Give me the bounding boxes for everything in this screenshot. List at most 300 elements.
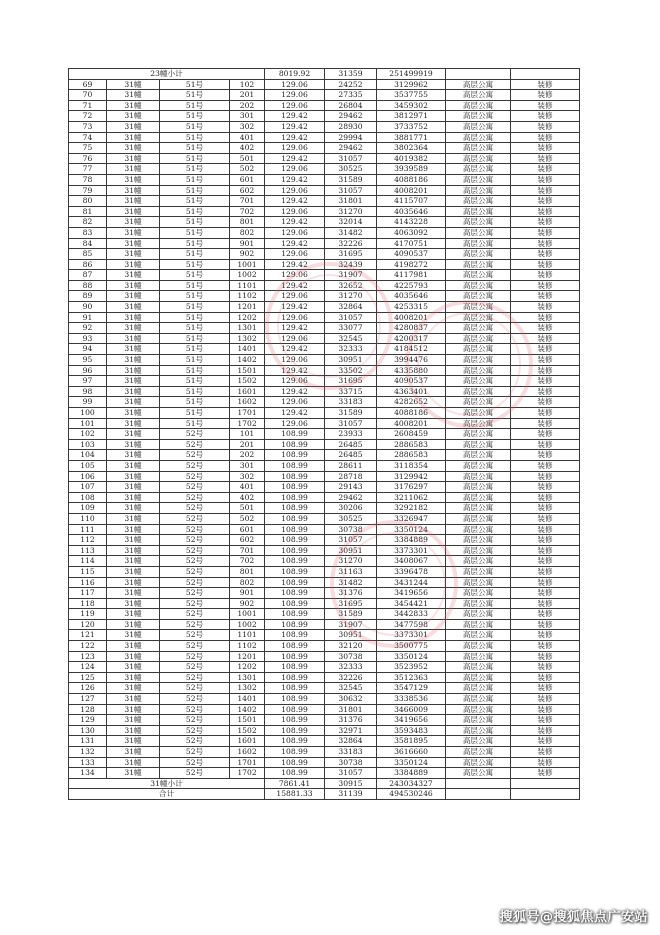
room-cell: 1301	[230, 672, 265, 683]
area-cell: 129.06	[265, 333, 325, 344]
total-price-cell: 3118354	[377, 460, 446, 471]
decoration-cell: 装修	[511, 736, 580, 747]
room-cell: 1702	[230, 768, 265, 779]
unit-cell: 52号	[160, 492, 230, 503]
decoration-cell: 装修	[511, 651, 580, 662]
total-price-cell: 4200317	[377, 333, 446, 344]
area-cell: 108.99	[265, 662, 325, 673]
summary-avg-price: 31359	[325, 69, 377, 80]
unit-cell: 51号	[160, 185, 230, 196]
decoration-cell: 装修	[511, 100, 580, 111]
area-cell: 108.99	[265, 513, 325, 524]
unit-cell: 52号	[160, 672, 230, 683]
property-type-cell: 高层公寓	[446, 333, 511, 344]
row-index-cell: 119	[69, 609, 107, 620]
unit-cell: 51号	[160, 344, 230, 355]
room-cell: 702	[230, 556, 265, 567]
area-cell: 108.99	[265, 609, 325, 620]
row-index-cell: 108	[69, 492, 107, 503]
decoration-cell: 装修	[511, 460, 580, 471]
table-row	[69, 725, 580, 736]
total-price-cell: 3396478	[377, 566, 446, 577]
row-index-cell: 80	[69, 196, 107, 207]
row-index-cell: 96	[69, 365, 107, 376]
empty-cell	[446, 778, 511, 789]
building-cell: 31幢	[107, 408, 160, 419]
table-footer	[69, 778, 580, 799]
total-price-cell: 3500775	[377, 641, 446, 652]
building-cell: 31幢	[107, 556, 160, 567]
table-row	[69, 609, 580, 620]
unit-price-cell: 23933	[325, 429, 377, 440]
property-type-cell: 高层公寓	[446, 715, 511, 726]
room-cell: 202	[230, 450, 265, 461]
area-cell: 108.99	[265, 651, 325, 662]
row-index-cell: 103	[69, 439, 107, 450]
table-row	[69, 206, 580, 217]
area-cell: 108.99	[265, 715, 325, 726]
area-cell: 108.99	[265, 704, 325, 715]
total-price-cell: 3419656	[377, 588, 446, 599]
building-cell: 31幢	[107, 492, 160, 503]
property-type-cell: 高层公寓	[446, 630, 511, 641]
unit-cell: 52号	[160, 588, 230, 599]
building-cell: 31幢	[107, 121, 160, 132]
property-type-cell: 高层公寓	[446, 566, 511, 577]
area-cell: 129.42	[265, 365, 325, 376]
building-cell: 31幢	[107, 249, 160, 260]
total-price-cell: 3733752	[377, 121, 446, 132]
room-cell: 1302	[230, 683, 265, 694]
table-row	[69, 259, 580, 270]
empty-cell	[511, 778, 580, 789]
property-type-cell: 高层公寓	[446, 556, 511, 567]
building-cell: 31幢	[107, 535, 160, 546]
property-type-cell: 高层公寓	[446, 291, 511, 302]
unit-price-cell: 31801	[325, 704, 377, 715]
unit-cell: 51号	[160, 408, 230, 419]
decoration-cell: 装修	[511, 132, 580, 143]
decoration-cell: 装修	[511, 492, 580, 503]
unit-price-cell: 30738	[325, 757, 377, 768]
total-price-cell: 3994476	[377, 355, 446, 366]
property-type-cell: 高层公寓	[446, 153, 511, 164]
row-index-cell: 104	[69, 450, 107, 461]
building-cell: 31幢	[107, 460, 160, 471]
row-index-cell: 116	[69, 577, 107, 588]
room-cell: 601	[230, 524, 265, 535]
decoration-cell: 装修	[511, 333, 580, 344]
unit-price-cell: 31589	[325, 174, 377, 185]
unit-cell: 52号	[160, 450, 230, 461]
total-price-cell: 3523952	[377, 662, 446, 673]
property-type-cell: 高层公寓	[446, 227, 511, 238]
price-list-sheet	[68, 68, 579, 800]
property-type-cell: 高层公寓	[446, 683, 511, 694]
decoration-cell: 装修	[511, 439, 580, 450]
table-row	[69, 556, 580, 567]
unit-cell: 51号	[160, 376, 230, 387]
table-row	[69, 439, 580, 450]
building-cell: 31幢	[107, 312, 160, 323]
row-index-cell: 106	[69, 471, 107, 482]
table-row	[69, 619, 580, 630]
unit-cell: 51号	[160, 386, 230, 397]
unit-cell: 52号	[160, 439, 230, 450]
building-cell: 31幢	[107, 524, 160, 535]
building-cell: 31幢	[107, 280, 160, 291]
unit-price-cell: 30525	[325, 164, 377, 175]
total-total-price: 494530246	[377, 789, 446, 800]
area-cell: 129.06	[265, 418, 325, 429]
total-price-cell: 4035646	[377, 206, 446, 217]
room-cell: 1501	[230, 715, 265, 726]
building-cell: 31幢	[107, 450, 160, 461]
property-type-cell: 高层公寓	[446, 704, 511, 715]
unit-price-cell: 30951	[325, 545, 377, 556]
unit-cell: 52号	[160, 513, 230, 524]
decoration-cell: 装修	[511, 121, 580, 132]
property-type-cell: 高层公寓	[446, 725, 511, 736]
unit-cell: 52号	[160, 651, 230, 662]
row-index-cell: 97	[69, 376, 107, 387]
unit-cell: 52号	[160, 482, 230, 493]
decoration-cell: 装修	[511, 143, 580, 154]
unit-cell: 51号	[160, 217, 230, 228]
decoration-cell: 装修	[511, 376, 580, 387]
area-cell: 129.42	[265, 132, 325, 143]
room-cell: 1701	[230, 757, 265, 768]
unit-price-cell: 32652	[325, 280, 377, 291]
total-price-cell: 3350124	[377, 757, 446, 768]
row-index-cell: 126	[69, 683, 107, 694]
total-price-cell: 4088186	[377, 408, 446, 419]
area-cell: 108.99	[265, 482, 325, 493]
row-index-cell: 73	[69, 121, 107, 132]
row-index-cell: 75	[69, 143, 107, 154]
table-row	[69, 291, 580, 302]
decoration-cell: 装修	[511, 217, 580, 228]
building-cell: 31幢	[107, 715, 160, 726]
decoration-cell: 装修	[511, 577, 580, 588]
area-cell: 129.06	[265, 270, 325, 281]
total-price-cell: 3881771	[377, 132, 446, 143]
row-index-cell: 134	[69, 768, 107, 779]
building-cell: 31幢	[107, 365, 160, 376]
room-cell: 801	[230, 217, 265, 228]
property-type-cell: 高层公寓	[446, 450, 511, 461]
row-index-cell: 117	[69, 588, 107, 599]
area-cell: 108.99	[265, 588, 325, 599]
total-price-cell: 3373301	[377, 545, 446, 556]
unit-price-cell: 31057	[325, 185, 377, 196]
room-cell: 1301	[230, 323, 265, 334]
watermark-text: 搜狐号@搜狐焦点广安站	[499, 910, 648, 925]
area-cell: 108.99	[265, 757, 325, 768]
table-row	[69, 227, 580, 238]
table-row	[69, 450, 580, 461]
decoration-cell: 装修	[511, 482, 580, 493]
unit-cell: 51号	[160, 206, 230, 217]
total-avg-price: 31139	[325, 789, 377, 800]
total-price-cell: 4117981	[377, 270, 446, 281]
total-price-cell: 3129942	[377, 471, 446, 482]
row-index-cell: 89	[69, 291, 107, 302]
unit-cell: 52号	[160, 545, 230, 556]
building-cell: 31幢	[107, 386, 160, 397]
total-price-cell: 4019382	[377, 153, 446, 164]
building-cell: 31幢	[107, 598, 160, 609]
unit-price-cell: 31057	[325, 153, 377, 164]
decoration-cell: 装修	[511, 503, 580, 514]
property-type-cell: 高层公寓	[446, 757, 511, 768]
row-index-cell: 93	[69, 333, 107, 344]
row-index-cell: 98	[69, 386, 107, 397]
row-index-cell: 115	[69, 566, 107, 577]
building-cell: 31幢	[107, 672, 160, 683]
property-type-cell: 高层公寓	[446, 662, 511, 673]
unit-price-cell: 32226	[325, 238, 377, 249]
table-row	[69, 323, 580, 334]
unit-price-cell: 31057	[325, 312, 377, 323]
table-row	[69, 100, 580, 111]
unit-price-cell: 24252	[325, 79, 377, 90]
room-cell: 1002	[230, 619, 265, 630]
property-type-cell: 高层公寓	[446, 588, 511, 599]
unit-cell: 52号	[160, 694, 230, 705]
room-cell: 1201	[230, 302, 265, 313]
decoration-cell: 装修	[511, 429, 580, 440]
room-cell: 802	[230, 577, 265, 588]
row-index-cell: 71	[69, 100, 107, 111]
building-cell: 31幢	[107, 736, 160, 747]
building-cell: 31幢	[107, 757, 160, 768]
total-price-cell: 3581895	[377, 736, 446, 747]
unit-price-cell: 31270	[325, 291, 377, 302]
row-index-cell: 100	[69, 408, 107, 419]
table-row	[69, 386, 580, 397]
row-index-cell: 128	[69, 704, 107, 715]
table-row	[69, 588, 580, 599]
area-cell: 108.99	[265, 545, 325, 556]
unit-price-cell: 33502	[325, 365, 377, 376]
area-cell: 108.99	[265, 577, 325, 588]
room-cell: 602	[230, 535, 265, 546]
room-cell: 501	[230, 503, 265, 514]
total-area: 15881.33	[265, 789, 325, 800]
unit-price-cell: 31907	[325, 270, 377, 281]
area-cell: 129.06	[265, 100, 325, 111]
table-row	[69, 651, 580, 662]
total-price-cell: 3373301	[377, 630, 446, 641]
area-cell: 108.99	[265, 439, 325, 450]
room-cell: 901	[230, 588, 265, 599]
room-cell: 502	[230, 164, 265, 175]
building-cell: 31幢	[107, 333, 160, 344]
unit-price-cell: 32333	[325, 662, 377, 673]
table-row	[69, 736, 580, 747]
property-type-cell: 高层公寓	[446, 217, 511, 228]
room-cell: 402	[230, 143, 265, 154]
total-price-cell: 2886583	[377, 450, 446, 461]
area-cell: 108.99	[265, 450, 325, 461]
room-cell: 201	[230, 90, 265, 101]
building-cell: 31幢	[107, 513, 160, 524]
property-type-cell: 高层公寓	[446, 524, 511, 535]
table-row	[69, 704, 580, 715]
unit-cell: 52号	[160, 460, 230, 471]
decoration-cell: 装修	[511, 545, 580, 556]
unit-price-cell: 33183	[325, 747, 377, 758]
decoration-cell: 装修	[511, 397, 580, 408]
property-type-cell: 高层公寓	[446, 185, 511, 196]
decoration-cell: 装修	[511, 196, 580, 207]
room-cell: 102	[230, 79, 265, 90]
building-cell: 31幢	[107, 206, 160, 217]
area-cell: 129.06	[265, 185, 325, 196]
total-price-cell: 3547129	[377, 683, 446, 694]
unit-cell: 52号	[160, 725, 230, 736]
area-cell: 129.06	[265, 249, 325, 260]
property-type-cell: 高层公寓	[446, 408, 511, 419]
unit-price-cell: 31057	[325, 768, 377, 779]
area-cell: 108.99	[265, 535, 325, 546]
property-type-cell: 高层公寓	[446, 672, 511, 683]
area-cell: 129.06	[265, 164, 325, 175]
decoration-cell: 装修	[511, 566, 580, 577]
room-cell: 1202	[230, 312, 265, 323]
area-cell: 129.06	[265, 90, 325, 101]
row-index-cell: 133	[69, 757, 107, 768]
unit-price-cell: 31482	[325, 577, 377, 588]
unit-price-cell: 31057	[325, 535, 377, 546]
table-row	[69, 662, 580, 673]
row-index-cell: 88	[69, 280, 107, 291]
property-type-cell: 高层公寓	[446, 736, 511, 747]
unit-cell: 52号	[160, 535, 230, 546]
total-price-cell: 4008201	[377, 312, 446, 323]
building-cell: 31幢	[107, 143, 160, 154]
property-type-cell: 高层公寓	[446, 503, 511, 514]
unit-cell: 51号	[160, 333, 230, 344]
unit-price-cell: 32864	[325, 302, 377, 313]
area-cell: 108.99	[265, 736, 325, 747]
room-cell: 701	[230, 196, 265, 207]
room-cell: 1101	[230, 280, 265, 291]
unit-cell: 51号	[160, 302, 230, 313]
unit-price-cell: 28718	[325, 471, 377, 482]
area-cell: 108.99	[265, 503, 325, 514]
table-row	[69, 471, 580, 482]
building-cell: 31幢	[107, 376, 160, 387]
building-cell: 31幢	[107, 662, 160, 673]
total-price-cell: 4035646	[377, 291, 446, 302]
area-cell: 129.06	[265, 397, 325, 408]
room-cell: 302	[230, 471, 265, 482]
decoration-cell: 装修	[511, 513, 580, 524]
table-row	[69, 280, 580, 291]
room-cell: 702	[230, 206, 265, 217]
table-row	[69, 577, 580, 588]
building-cell: 31幢	[107, 683, 160, 694]
unit-price-cell: 28611	[325, 460, 377, 471]
table-row	[69, 111, 580, 122]
unit-price-cell: 32545	[325, 333, 377, 344]
row-index-cell: 102	[69, 429, 107, 440]
unit-cell: 51号	[160, 238, 230, 249]
unit-cell: 52号	[160, 768, 230, 779]
total-price-cell: 4090537	[377, 249, 446, 260]
property-type-cell: 高层公寓	[446, 323, 511, 334]
table-row	[69, 217, 580, 228]
unit-price-cell: 30632	[325, 694, 377, 705]
room-cell: 1401	[230, 344, 265, 355]
decoration-cell: 装修	[511, 747, 580, 758]
unit-price-cell: 29462	[325, 111, 377, 122]
row-index-cell: 83	[69, 227, 107, 238]
total-row	[69, 789, 580, 800]
unit-price-cell: 30738	[325, 651, 377, 662]
building-cell: 31幢	[107, 439, 160, 450]
building-cell: 31幢	[107, 747, 160, 758]
decoration-cell: 装修	[511, 768, 580, 779]
building-cell: 31幢	[107, 609, 160, 620]
room-cell: 1102	[230, 641, 265, 652]
unit-cell: 52号	[160, 503, 230, 514]
property-type-cell: 高层公寓	[446, 397, 511, 408]
decoration-cell: 装修	[511, 450, 580, 461]
unit-cell: 51号	[160, 174, 230, 185]
table-row	[69, 196, 580, 207]
area-cell: 129.06	[265, 143, 325, 154]
total-price-cell: 4063092	[377, 227, 446, 238]
total-price-cell: 3812971	[377, 111, 446, 122]
row-index-cell: 82	[69, 217, 107, 228]
unit-price-cell: 26485	[325, 450, 377, 461]
building-cell: 31幢	[107, 429, 160, 440]
table-row	[69, 249, 580, 260]
total-price-cell: 4170751	[377, 238, 446, 249]
total-price-cell: 4282652	[377, 397, 446, 408]
decoration-cell: 装修	[511, 725, 580, 736]
room-cell: 1402	[230, 704, 265, 715]
room-cell: 401	[230, 482, 265, 493]
table-row	[69, 460, 580, 471]
unit-price-cell: 31270	[325, 206, 377, 217]
decoration-cell: 装修	[511, 355, 580, 366]
room-cell: 301	[230, 460, 265, 471]
unit-cell: 51号	[160, 270, 230, 281]
table-row	[69, 524, 580, 535]
row-index-cell: 70	[69, 90, 107, 101]
total-price-cell: 4008201	[377, 418, 446, 429]
row-index-cell: 92	[69, 323, 107, 334]
building-cell: 31幢	[107, 79, 160, 90]
total-price-cell: 3939589	[377, 164, 446, 175]
room-cell: 402	[230, 492, 265, 503]
decoration-cell: 装修	[511, 280, 580, 291]
unit-cell: 51号	[160, 132, 230, 143]
area-cell: 129.42	[265, 408, 325, 419]
room-cell: 1601	[230, 736, 265, 747]
building-cell: 31幢	[107, 503, 160, 514]
unit-price-cell: 26804	[325, 100, 377, 111]
property-type-cell: 高层公寓	[446, 270, 511, 281]
property-type-cell: 高层公寓	[446, 174, 511, 185]
property-type-cell: 高层公寓	[446, 429, 511, 440]
room-cell: 1402	[230, 355, 265, 366]
property-type-cell: 高层公寓	[446, 238, 511, 249]
